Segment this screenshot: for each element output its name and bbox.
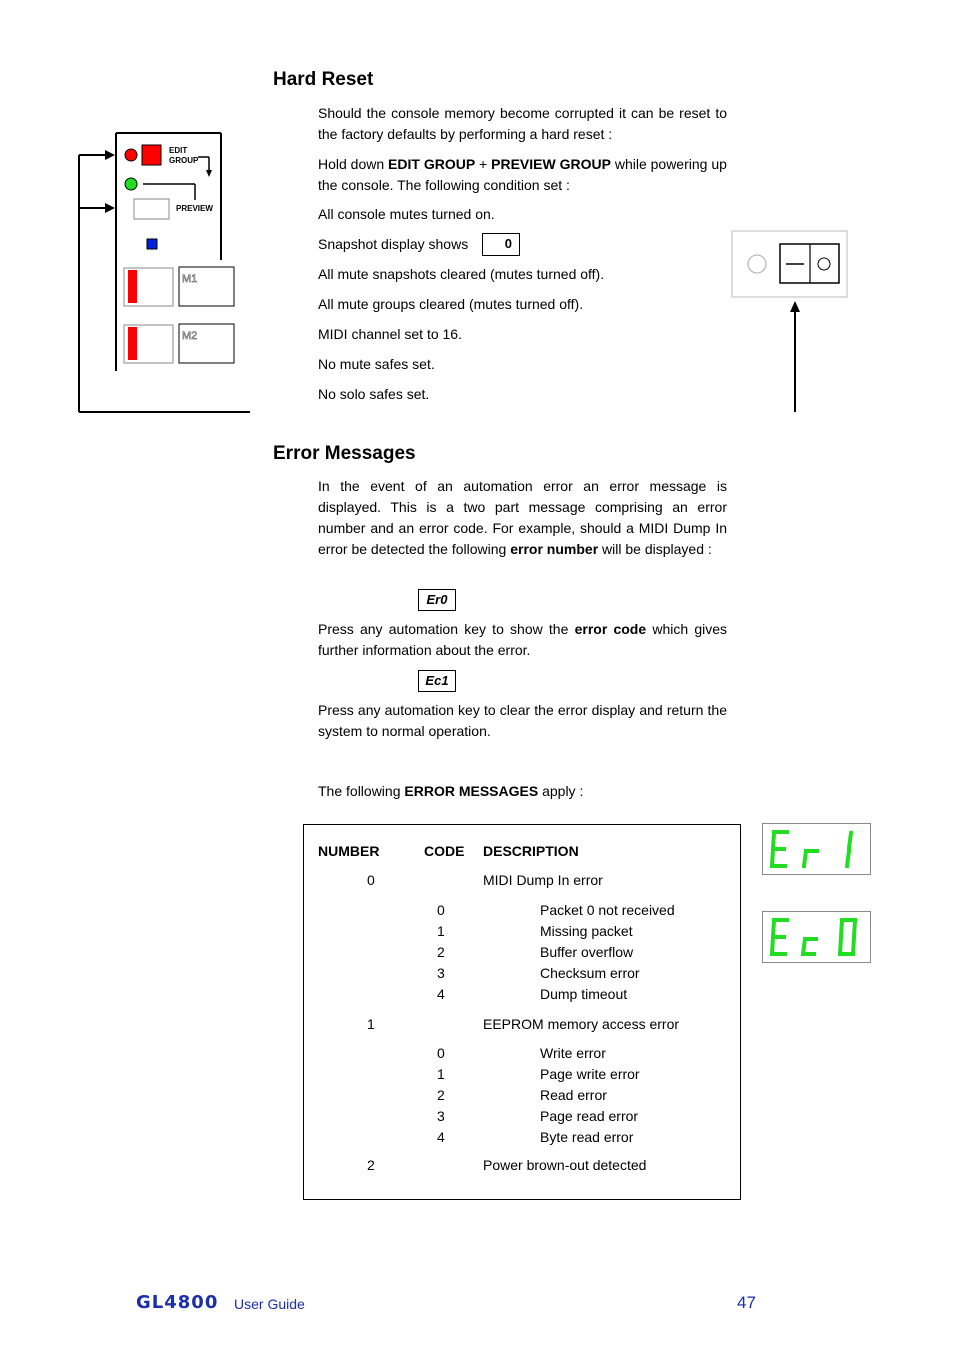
- hold-suffix: while powering up the console. The following condition set :: [318, 156, 727, 193]
- press-for-code: [318, 619, 727, 661]
- edit-label-1: EDIT: [169, 146, 188, 155]
- page-number: 47: [737, 1293, 756, 1312]
- code-cell: 4: [437, 1129, 445, 1145]
- code-cell: 2: [437, 1087, 445, 1103]
- er1-text: Er 1: [763, 824, 765, 825]
- footer-brand-logo: GL4800: [136, 1292, 219, 1313]
- code-description: Page read error: [540, 1108, 639, 1124]
- intro-bold: error number: [510, 541, 599, 557]
- code-description: Checksum error: [540, 965, 640, 981]
- er1-segments: [763, 824, 870, 874]
- preview-group-key-text: PREVIEW GROUP: [491, 156, 611, 172]
- error-code-display: Ec1: [418, 670, 456, 692]
- code-description: Missing packet: [540, 923, 633, 939]
- console-panel-diagram: [70, 125, 250, 420]
- error-number-display: Er0: [418, 589, 456, 611]
- seven-segment-display-error-number: [762, 823, 871, 875]
- preview-label: PREVIEW: [176, 204, 213, 213]
- cond-midi: MIDI channel set to 16.: [318, 326, 462, 342]
- ec0-text: Ec0: [763, 912, 765, 913]
- cond-snapshots-cleared: All mute snapshots cleared (mutes turned off).: [318, 266, 605, 282]
- ec0-segments: [763, 912, 870, 962]
- group-number: 0: [367, 872, 375, 888]
- code-cell: 0: [437, 1045, 445, 1061]
- cond-mute-safes: No mute safes set.: [318, 356, 435, 372]
- code-cell: 1: [437, 1066, 445, 1082]
- code-description: Read error: [540, 1087, 607, 1103]
- code-cell: 1: [437, 923, 445, 939]
- code-cell: 0: [437, 902, 445, 918]
- code-description: Write error: [540, 1045, 606, 1061]
- snapshot-display-diagram: [730, 229, 852, 413]
- footer-user-guide: User Guide: [234, 1296, 305, 1312]
- press1-pre: Press any automation key to show the: [318, 621, 575, 637]
- plus-sign: +: [475, 156, 492, 172]
- code-cell: 3: [437, 965, 445, 981]
- header-number: NUMBER: [318, 843, 380, 859]
- cond-snapshot: Snapshot display shows: [318, 236, 469, 252]
- snapshot-display-value: 0: [504, 236, 512, 251]
- hold-keys-instruction: [318, 154, 727, 196]
- intro-post: will be displayed :: [598, 541, 712, 557]
- code-description: Buffer overflow: [540, 944, 634, 960]
- apply-post: apply :: [538, 783, 584, 799]
- error-messages-intro: [318, 476, 727, 560]
- hold-prefix: Hold down: [318, 156, 389, 172]
- header-code: CODE: [424, 843, 465, 859]
- m2-label: M2: [182, 330, 198, 342]
- group-description: EEPROM memory access error: [483, 1016, 680, 1032]
- code-description: Dump timeout: [540, 986, 628, 1002]
- cond-solo-safes: No solo safes set.: [318, 386, 430, 402]
- hard-reset-heading: Hard Reset: [273, 69, 374, 90]
- code-cell: 3: [437, 1108, 445, 1124]
- code-description: Byte read error: [540, 1129, 634, 1145]
- edit-label-2: GROUP: [169, 156, 199, 165]
- snapshot-display-box: [482, 233, 520, 256]
- group-description: Power brown-out detected: [483, 1157, 647, 1173]
- edit-group-key-text: EDIT GROUP: [388, 156, 476, 172]
- header-description: DESCRIPTION: [483, 843, 579, 859]
- press1-bold: error code: [574, 621, 647, 637]
- error-messages-heading: Error Messages: [273, 443, 416, 464]
- seven-segment-display-error-code: [762, 911, 871, 963]
- apply-bold: ERROR MESSAGES: [404, 783, 539, 799]
- group-number: 2: [367, 1157, 375, 1173]
- press1-post: which gives further information about the error.: [318, 621, 727, 658]
- error-messages-table: [303, 824, 741, 1200]
- code-description: Page write error: [540, 1066, 640, 1082]
- errors-apply-line: [318, 781, 727, 802]
- group-number: 1: [367, 1016, 375, 1032]
- group-description: MIDI Dump In error: [483, 872, 603, 888]
- cond-mutes-on: All console mutes turned on.: [318, 206, 495, 222]
- apply-pre: The following: [318, 783, 405, 799]
- intro-pre: In the event of an automation error an error message is displayed. This is a two part message comprising an error number and an error code. For example, should a MIDI Dump In error be detected the following: [318, 478, 727, 557]
- code-cell: 4: [437, 986, 445, 1002]
- m1-label: M1: [182, 273, 198, 285]
- code-description: Packet 0 not received: [540, 902, 675, 918]
- press-to-clear: Press any automation key to clear the error display and return the system to normal operation.: [318, 702, 727, 739]
- cond-groups-cleared: All mute groups cleared (mutes turned off).: [318, 296, 584, 312]
- code-cell: 2: [437, 944, 445, 960]
- hard-reset-intro: Should the console memory become corrupted it can be reset to the factory defaults by performing a hard reset :: [318, 105, 727, 142]
